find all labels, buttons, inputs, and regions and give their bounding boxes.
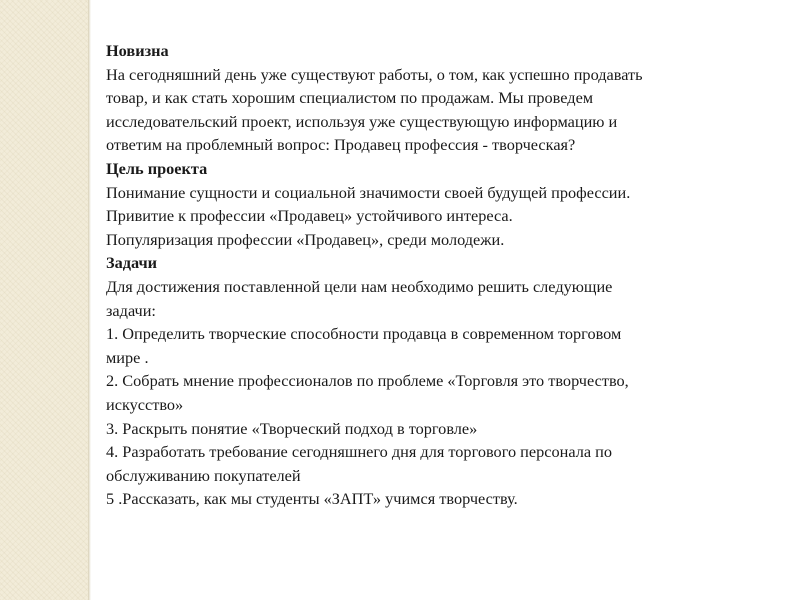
tasks-line: 3. Раскрыть понятие «Творческий подход в торговле» — [106, 418, 478, 438]
novelty-line: исследовательский проект, используя уже существующую информацию и — [106, 111, 618, 131]
tasks-line: 2. Собрать мнение профессионалов по проблеме «Торговля это творчество, — [106, 371, 629, 391]
tasks-line: мире . — [106, 347, 149, 367]
heading-tasks: Задачи — [106, 253, 158, 273]
novelty-line: товар, и как стать хорошим специалистом по продажам. Мы проведем — [106, 88, 594, 108]
heading-novelty: Новизна — [106, 41, 169, 60]
tasks-line: 4. Разработать требование сегодняшнего дня для торгового персонала по — [106, 442, 612, 462]
tasks-line: 1. Определить творческие способности продавца в современном торговом — [106, 324, 622, 344]
tasks-line: 5 .Рассказать, как мы студенты «ЗАПТ» учимся творчеству. — [106, 489, 518, 509]
novelty-line: ответим на проблемный вопрос: Продавец профессия - творческая? — [106, 135, 576, 155]
goal-line: Понимание сущности и социальной значимости своей будущей профессии. — [106, 182, 631, 202]
decorative-side-band — [0, 0, 88, 600]
tasks-line: Для достижения поставленной цели нам необходимо решить следующие — [106, 276, 613, 296]
tasks-line: искусство» — [106, 394, 184, 414]
goal-line: Привитие к профессии «Продавец» устойчивого интереса. — [106, 206, 513, 226]
slide-text-body — [106, 39, 776, 511]
heading-project-goal: Цель проекта — [106, 158, 208, 178]
side-band-edge — [88, 0, 91, 600]
goal-line: Популяризация профессии «Продавец», среди молодежи. — [106, 229, 505, 249]
tasks-line: задачи: — [106, 300, 156, 320]
tasks-line: обслуживанию покупателей — [106, 465, 301, 485]
novelty-line: На сегодняшний день уже существуют работы, о том, как успешно продавать — [106, 64, 643, 84]
